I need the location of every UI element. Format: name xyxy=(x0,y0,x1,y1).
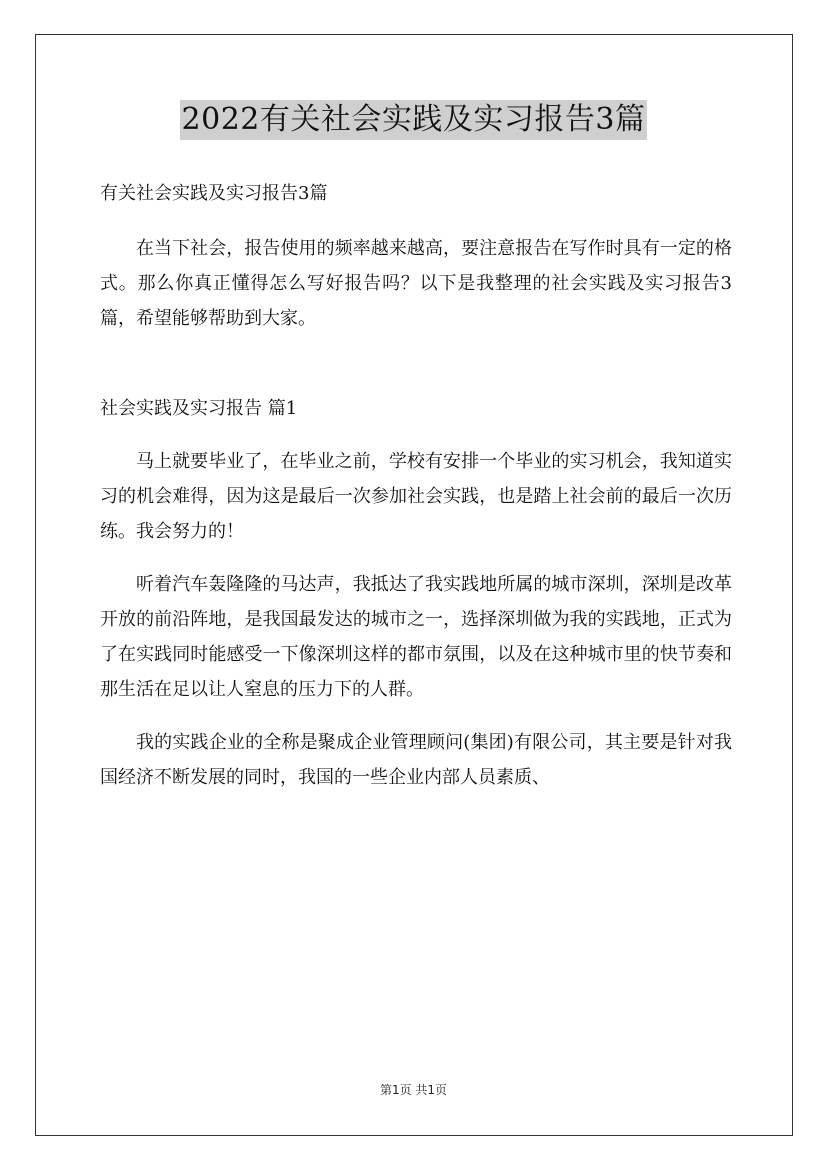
document-body xyxy=(100,176,732,813)
document-title xyxy=(0,100,827,140)
intro-paragraph: 在当下社会，报告使用的频率越来越高，要注意报告在写作时具有一定的格式。那么你真正懂得怎么写好报告吗？以下是我整理的社会实践及实习报告3篇，希望能够帮助到大家。 xyxy=(100,238,732,329)
body-paragraph: 马上就要毕业了，在毕业之前，学校有安排一个毕业的实习机会，我知道实习的机会难得，因为这是最后一次参加社会实践，也是踏上社会前的最后一次历练。我会努力的！ xyxy=(100,451,732,542)
section-heading: 社会实践及实习报告 篇1 xyxy=(100,398,298,419)
body-paragraph: 听着汽车轰隆隆的马达声，我抵达了我实践地所属的城市深圳，深圳是改革开放的前沿阵地，是我国最发达的城市之一，选择深圳做为我的实践地，正式为了在实践同时能感受一下像深圳这样的都市氛围，以及在这种城市里的快节奏和那生活在足以让人窒息的压力下的人群。 xyxy=(100,574,732,700)
document-title-text: 2022有关社会实践及实习报告3篇 xyxy=(180,100,648,140)
page-number-footer: 第1页 共1页 xyxy=(379,1083,448,1097)
document-subtitle: 有关社会实践及实习报告3篇 xyxy=(100,183,328,204)
body-paragraph: 我的实践企业的全称是聚成企业管理顾问(集团)有限公司，其主要是针对我国经济不断发展的同时，我国的一些企业内部人员素质、 xyxy=(100,732,732,788)
